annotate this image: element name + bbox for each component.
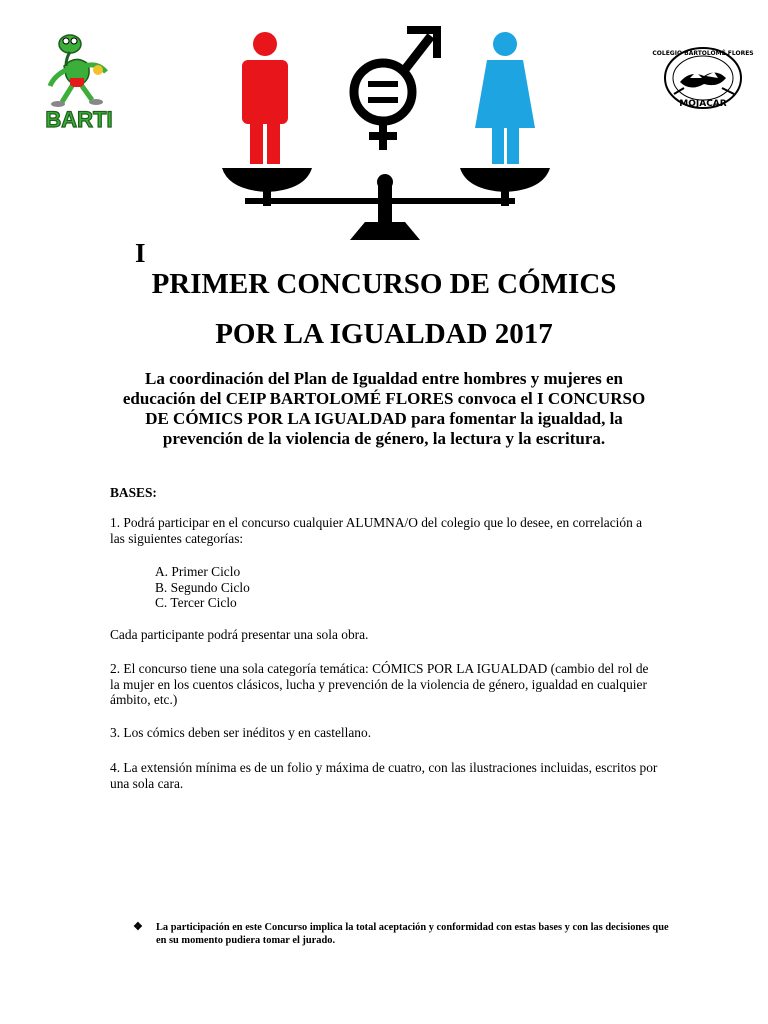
category-list <box>155 564 250 611</box>
single-work-note: Cada participante podrá presentar una sola obra. <box>110 627 369 642</box>
page-subtitle: POR LA IGUALDAD 2017 <box>215 318 553 350</box>
rule-1: 1. Podrá participar en el concurso cualquier ALUMNA/O del colegio que lo desee, en correlación a las siguientes categorías: <box>110 515 643 546</box>
man-figure-icon <box>242 32 288 164</box>
acceptance-note <box>133 921 673 947</box>
seal-top-text: COLEGIO BARTOLOMÉ FLORES <box>652 50 754 57</box>
page-title: PRIMER CONCURSO DE CÓMICS <box>151 268 617 300</box>
seal-bottom-text: MOJACAR <box>679 99 727 109</box>
balance-scale-icon <box>222 168 550 240</box>
category-item: B. Segundo Ciclo <box>155 579 250 595</box>
diamond-bullet-icon: ❖ <box>133 921 143 933</box>
barti-logo-text: BARTI <box>45 107 113 132</box>
rule-2: 2. El concurso tiene una sola categoría temática: CÓMICS POR LA IGUALDAD (cambio del rol de la mujer en los cuentos clásicos, lucha y prevención de la violencia de género, igualdad en cualquier ámbito, etc.) <box>110 661 649 707</box>
barti-logo <box>36 26 122 134</box>
bases-heading: BASES: <box>110 485 157 500</box>
equality-illustration <box>215 22 545 244</box>
category-item: C. Tercer Ciclo <box>155 595 237 610</box>
gender-equality-icon <box>354 30 437 150</box>
woman-figure-icon <box>475 32 535 164</box>
acceptance-note-text: La participación en este Concurso implica la total aceptación y conformidad con estas bases y con las decisiones que en su momento pudiera tomar el jurado. <box>156 922 669 946</box>
rule-3: 3. Los cómics deben ser inéditos y en castellano. <box>110 725 372 740</box>
intro-paragraph: La coordinación del Plan de Igualdad entre hombres y mujeres en educación del CEIP BARTOLOMÉ FLORES convoca el I CONCURSO DE CÓMICS POR LA IGUALDAD para fomentar la igualdad, la prevención de la violencia de género, la lectura y la escritura. <box>122 369 646 448</box>
rule-4: 4. La extensión mínima es de un folio y máxima de cuatro, con las ilustraciones incluidas, escritos por una sola cara. <box>110 760 658 791</box>
edition-numeral: I <box>135 238 146 268</box>
category-item: A. Primer Ciclo <box>155 564 241 579</box>
school-seal-logo <box>652 42 754 114</box>
